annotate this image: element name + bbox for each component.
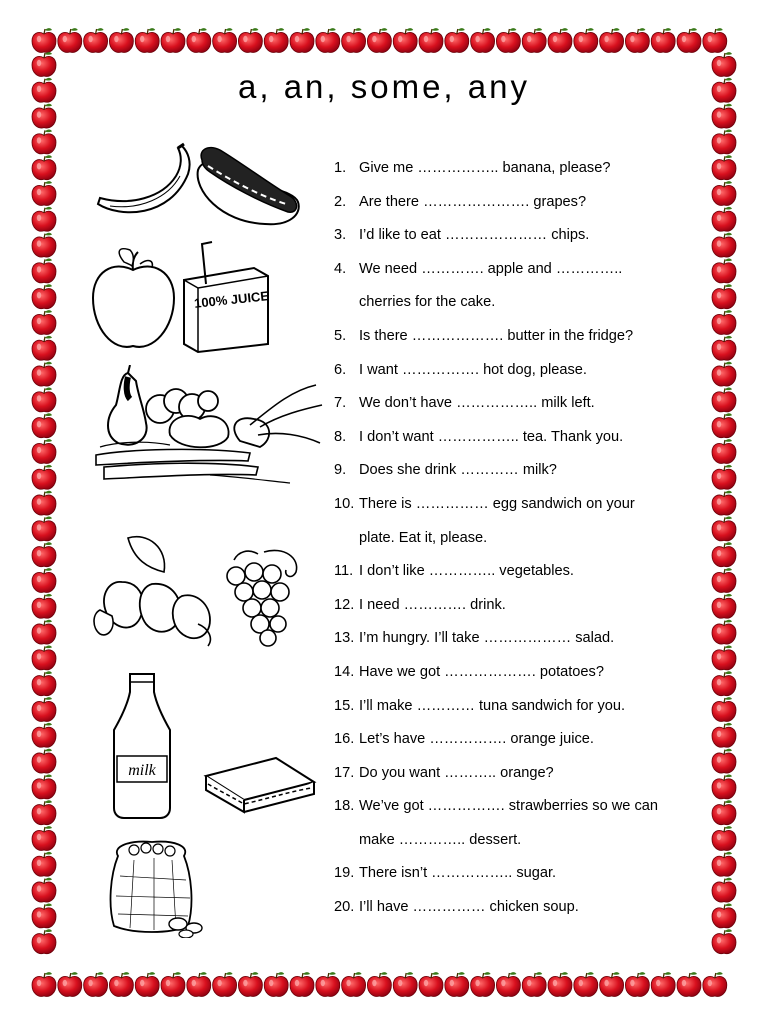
- border-apple-icon: [32, 646, 56, 670]
- border-apple-icon: [187, 28, 211, 52]
- border-apple-icon: [625, 28, 649, 52]
- border-apple-icon: [651, 972, 675, 996]
- border-apple-icon: [367, 972, 391, 996]
- exercise-sentence: I’ll have …………… chicken soup.: [359, 899, 579, 916]
- vegetables-picture: [90, 365, 325, 490]
- border-apple-icon: [712, 284, 736, 308]
- border-apple-icon: [712, 749, 736, 773]
- border-apple-icon: [84, 972, 108, 996]
- border-apple-icon: [32, 28, 56, 52]
- border-apple-icon: [32, 697, 56, 721]
- border-apple-icon: [712, 207, 736, 231]
- exercise-sentence: I’ll make ………… tuna sandwich for you.: [359, 697, 626, 714]
- milk-sandwich-picture: [100, 672, 320, 820]
- border-apple-icon: [712, 775, 736, 799]
- border-apple-icon: [109, 28, 133, 52]
- border-apple-icon: [703, 28, 727, 52]
- border-apple-icon: [32, 491, 56, 515]
- cabbage-icon: [169, 416, 228, 447]
- exercise-item: [334, 857, 704, 891]
- exercise-number: 20.: [334, 899, 355, 916]
- border-apple-icon: [342, 972, 366, 996]
- border-apple-icon: [471, 28, 495, 52]
- border-apple-icon: [548, 972, 572, 996]
- border-apple-icon: [32, 233, 56, 257]
- juice-box-icon: [184, 242, 270, 352]
- border-apple-icon: [712, 310, 736, 334]
- border-apple-icon: [445, 28, 469, 52]
- border-apple-icon: [32, 336, 56, 360]
- grapes-icon: [227, 550, 297, 646]
- border-apple-icon: [32, 929, 56, 953]
- exercise-number: 18.: [334, 798, 355, 815]
- border-apple-icon: [712, 542, 736, 566]
- sandwich-icon: [206, 758, 314, 812]
- border-apple-icon: [32, 284, 56, 308]
- exercise-sentence: Have we got ………………. potatoes?: [359, 663, 604, 680]
- border-apple-icon: [32, 826, 56, 850]
- exercise-number: 7.: [334, 395, 347, 412]
- border-apple-icon: [600, 972, 624, 996]
- exercise-number: 10.: [334, 495, 355, 512]
- exercise-sentence: I need …………. drink.: [359, 596, 506, 613]
- border-apple-icon: [712, 104, 736, 128]
- potato-sack-picture: [100, 836, 210, 938]
- border-apple-icon: [712, 362, 736, 386]
- border-apple-icon: [290, 28, 314, 52]
- exercise-item: [334, 387, 704, 421]
- border-apple-icon: [712, 568, 736, 592]
- border-apple-icon: [32, 749, 56, 773]
- border-apple-icon: [32, 181, 56, 205]
- exercise-number: 9.: [334, 462, 347, 479]
- border-apple-icon: [213, 972, 237, 996]
- exercise-sentence-continued: cherries for the cake.: [359, 294, 496, 311]
- border-apple-icon: [712, 388, 736, 412]
- border-apple-icon: [238, 28, 262, 52]
- border-apple-icon: [712, 233, 736, 257]
- border-apple-icon: [712, 465, 736, 489]
- exercise-number: 11.: [334, 563, 354, 580]
- exercise-number: 12.: [334, 596, 355, 613]
- border-apple-icon: [32, 439, 56, 463]
- border-apple-icon: [712, 852, 736, 876]
- exercise-sentence: We’ve got ……………. strawberries so we can: [359, 798, 658, 815]
- border-apple-icon: [32, 388, 56, 412]
- border-apple-icon: [32, 972, 56, 996]
- border-apple-icon: [316, 972, 340, 996]
- exercise-continuation: [334, 286, 704, 320]
- strawberries-grapes-picture: [88, 528, 313, 653]
- exercise-sentence: Let’s have ……………. orange juice.: [359, 731, 594, 748]
- exercise-item: [334, 589, 704, 623]
- border-apple-icon: [290, 972, 314, 996]
- exercise-number: 8.: [334, 428, 347, 445]
- exercise-item: [334, 790, 704, 824]
- border-apple-icon: [32, 723, 56, 747]
- exercise-number: 2.: [334, 193, 347, 210]
- border-apple-icon: [32, 310, 56, 334]
- border-apple-icon: [712, 646, 736, 670]
- border-apple-icon: [32, 775, 56, 799]
- exercise-sentence: There isn’t …………….. sugar.: [359, 865, 557, 882]
- border-apple-icon: [32, 542, 56, 566]
- border-apple-icon: [712, 439, 736, 463]
- exercise-item: [334, 656, 704, 690]
- exercise-sentence: I’m hungry. I’ll take ……………… salad.: [359, 630, 615, 647]
- border-apple-icon: [32, 904, 56, 928]
- apple-icon: [93, 249, 174, 347]
- carrots-icon: [96, 449, 290, 483]
- border-apple-icon: [651, 28, 675, 52]
- exercise-item: [334, 454, 704, 488]
- border-apple-icon: [32, 517, 56, 541]
- border-apple-icon: [161, 972, 185, 996]
- exercise-item: [334, 152, 704, 186]
- exercise-list: [334, 152, 704, 925]
- hotdog-icon: [198, 148, 299, 225]
- exercise-number: 6.: [334, 361, 347, 378]
- exercise-sentence: We need …………. apple and …………..: [359, 260, 623, 277]
- border-apple-icon: [712, 181, 736, 205]
- border-apple-icon: [712, 826, 736, 850]
- exercise-number: 4.: [334, 260, 347, 277]
- exercise-item: [334, 253, 704, 287]
- exercise-sentence: Give me …………….. banana, please?: [359, 160, 611, 176]
- border-apple-icon: [213, 28, 237, 52]
- leek-icon: [250, 385, 322, 443]
- exercise-sentence: Does she drink ………… milk?: [359, 462, 557, 479]
- exercise-number: 15.: [334, 697, 355, 714]
- exercise-item: [334, 891, 704, 925]
- exercise-continuation: [334, 824, 704, 858]
- exercise-number: 1.: [334, 160, 347, 176]
- border-apple-icon: [712, 697, 736, 721]
- border-apple-icon: [712, 671, 736, 695]
- border-apple-icon: [316, 28, 340, 52]
- border-apple-icon: [712, 594, 736, 618]
- juice-box-label: 100% JUICE: [193, 288, 270, 311]
- border-apple-icon: [677, 972, 701, 996]
- exercise-number: 19.: [334, 865, 355, 882]
- exercise-number: 5.: [334, 327, 347, 344]
- exercise-sentence: Is there ………………. butter in the fridge?: [359, 327, 634, 344]
- exercise-item: [334, 488, 704, 522]
- exercise-sentence: I don’t want …………….. tea. Thank you.: [359, 428, 624, 445]
- border-apple-icon: [135, 972, 159, 996]
- border-apple-icon: [32, 671, 56, 695]
- border-apple-icon: [496, 972, 520, 996]
- border-apple-icon: [712, 155, 736, 179]
- border-apple-icon: [32, 362, 56, 386]
- border-apple-icon: [238, 972, 262, 996]
- border-apple-icon: [625, 972, 649, 996]
- exercise-item: [334, 320, 704, 354]
- border-apple-icon: [367, 28, 391, 52]
- exercise-number: 13.: [334, 630, 355, 647]
- exercise-continuation: [334, 522, 704, 556]
- banana-icon: [98, 146, 190, 212]
- border-apple-icon: [712, 800, 736, 824]
- exercise-item: [334, 186, 704, 220]
- border-apple-icon: [135, 28, 159, 52]
- border-apple-icon: [522, 28, 546, 52]
- border-apple-icon: [712, 413, 736, 437]
- border-apple-icon: [712, 259, 736, 283]
- exercise-sentence: I don’t like ………….. vegetables.: [359, 563, 574, 580]
- border-apple-icon: [32, 413, 56, 437]
- exercise-item: [334, 622, 704, 656]
- border-apple-icon: [32, 465, 56, 489]
- border-apple-icon: [32, 104, 56, 128]
- apple-juice-picture: [88, 240, 278, 355]
- exercise-sentence-continued: make ………….. dessert.: [359, 831, 522, 848]
- border-apple-icon: [522, 972, 546, 996]
- exercise-item: [334, 723, 704, 757]
- border-apple-icon: [712, 336, 736, 360]
- page-title: a, an, some, any: [238, 68, 530, 105]
- border-apple-icon: [574, 972, 598, 996]
- strawberries-icon: [94, 537, 210, 646]
- border-apple-icon: [84, 28, 108, 52]
- exercise-sentence: We don’t have …………….. milk left.: [359, 395, 595, 412]
- exercise-sentence: Do you want ……….. orange?: [359, 764, 554, 781]
- border-apple-icon: [677, 28, 701, 52]
- exercise-number: 3.: [334, 227, 347, 244]
- border-apple-icon: [712, 929, 736, 953]
- border-apple-icon: [32, 207, 56, 231]
- exercise-number: 14.: [334, 663, 355, 680]
- border-apple-icon: [32, 878, 56, 902]
- border-apple-icon: [712, 517, 736, 541]
- border-apple-icon: [712, 904, 736, 928]
- border-apple-icon: [600, 28, 624, 52]
- border-apple-icon: [712, 491, 736, 515]
- border-apple-icon: [58, 972, 82, 996]
- border-apple-icon: [548, 28, 572, 52]
- border-apple-icon: [161, 28, 185, 52]
- exercise-sentence: I want ……………. hot dog, please.: [359, 361, 587, 378]
- border-apple-icon: [32, 155, 56, 179]
- border-apple-icon: [419, 28, 443, 52]
- exercise-sentence: There is …………… egg sandwich on your: [359, 495, 635, 512]
- border-apple-icon: [471, 972, 495, 996]
- exercise-item: [334, 421, 704, 455]
- exercise-item: [334, 555, 704, 589]
- border-apple-icon: [32, 130, 56, 154]
- border-apple-icon: [32, 594, 56, 618]
- exercise-item: [334, 757, 704, 791]
- exercise-sentence-continued: plate. Eat it, please.: [359, 529, 488, 546]
- border-apple-icon: [445, 972, 469, 996]
- exercise-sentence: Are there …………………. grapes?: [359, 193, 587, 210]
- exercise-item: [334, 219, 704, 253]
- milk-bottle-icon: [114, 674, 170, 818]
- exercise-sentence: I’d like to eat ………………… chips.: [359, 227, 590, 244]
- border-apple-icon: [32, 800, 56, 824]
- milk-label: milk: [128, 762, 156, 779]
- border-apple-icon: [574, 28, 598, 52]
- exercise-item: [334, 354, 704, 388]
- border-apple-icon: [32, 620, 56, 644]
- border-apple-icon: [393, 972, 417, 996]
- border-apple-icon: [32, 568, 56, 592]
- border-apple-icon: [342, 28, 366, 52]
- border-apple-icon: [712, 620, 736, 644]
- border-apple-icon: [264, 28, 288, 52]
- banana-hotdog-picture: [90, 140, 305, 230]
- border-apple-icon: [712, 723, 736, 747]
- border-apple-icon: [712, 878, 736, 902]
- border-apple-icon: [703, 972, 727, 996]
- exercise-item: [334, 690, 704, 724]
- border-apple-icon: [109, 972, 133, 996]
- exercise-number: 17.: [334, 764, 355, 781]
- border-apple-icon: [58, 28, 82, 52]
- border-apple-icon: [496, 28, 520, 52]
- border-apple-icon: [419, 972, 443, 996]
- border-apple-icon: [264, 972, 288, 996]
- border-apple-icon: [393, 28, 417, 52]
- border-apple-icon: [712, 130, 736, 154]
- exercise-number: 16.: [334, 731, 355, 748]
- border-apple-icon: [187, 972, 211, 996]
- border-apple-icon: [32, 259, 56, 283]
- border-apple-icon: [32, 852, 56, 876]
